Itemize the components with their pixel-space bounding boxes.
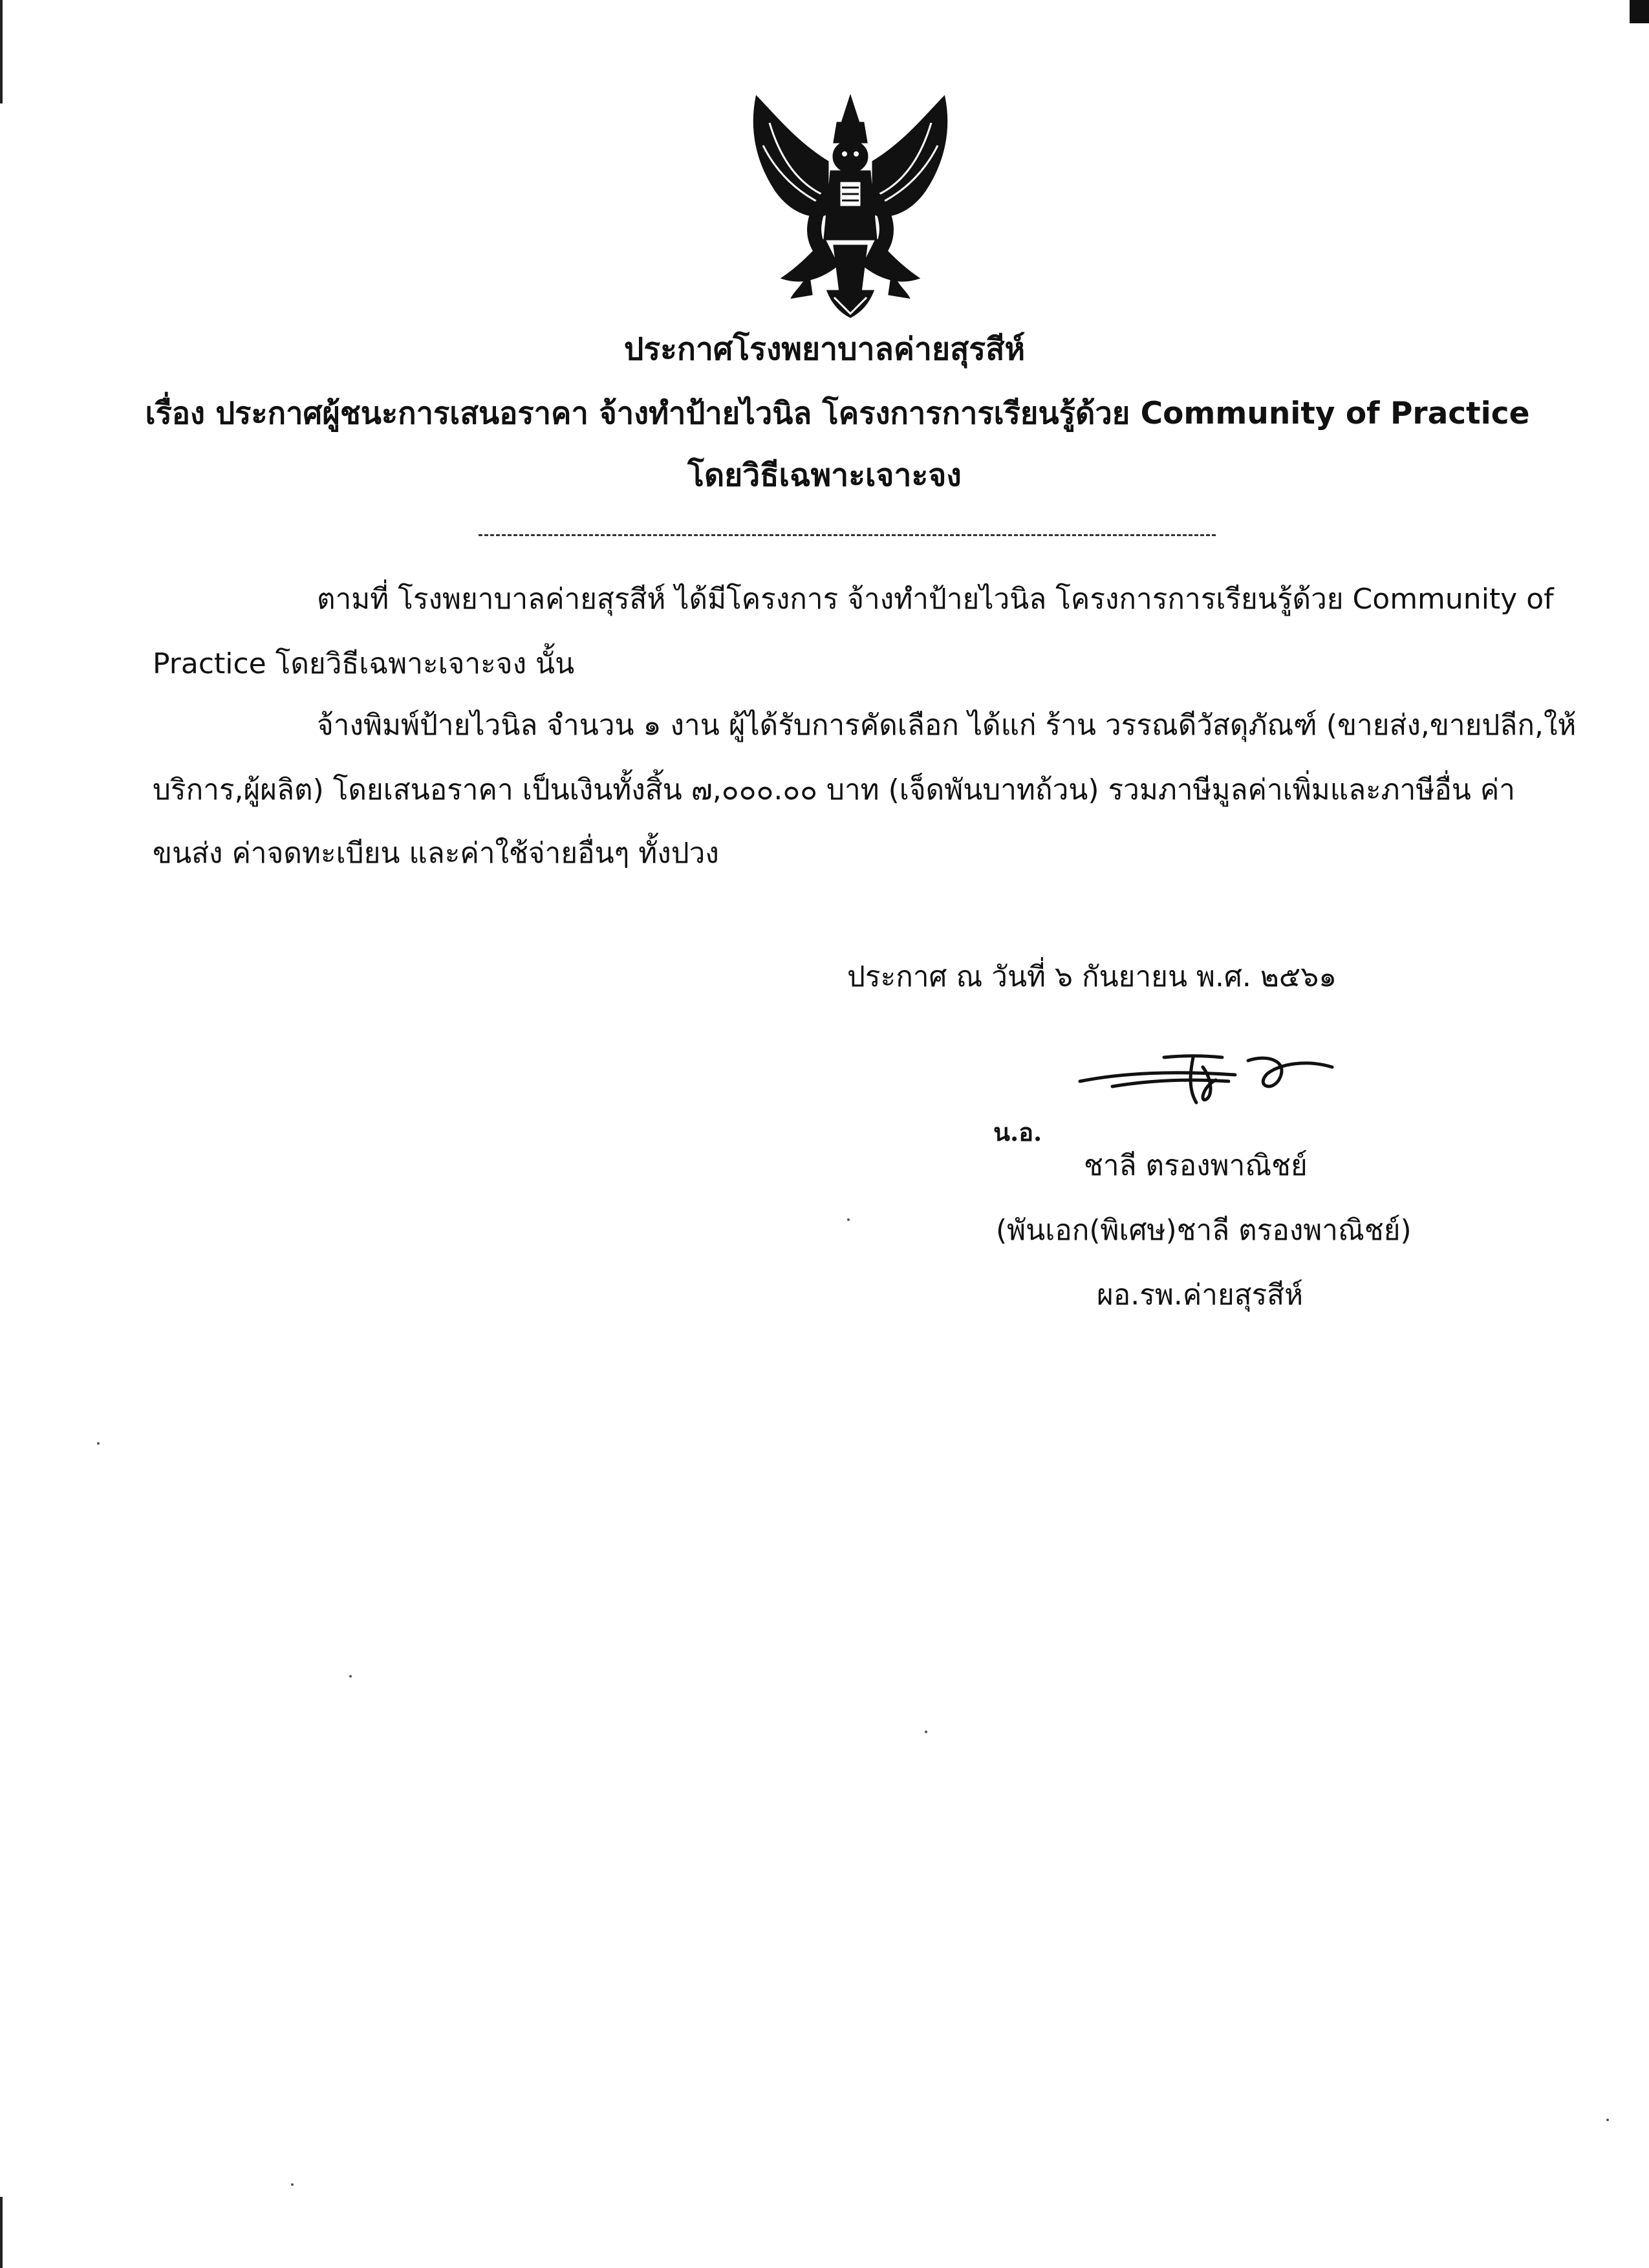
signer-full-name: (พันเอก(พิเศษ)ชาลี ตรองพาณิชย์) [996, 1214, 1412, 1247]
paragraph-2-line-2: บริการ,ผู้ผลิต) โดยเสนอราคา เป็นเงินทั้งสิ้น ๗,๐๐๐.๐๐ บาท (เจ็ดพันบาทถ้วน) รวมภาษีมูลค่าเพิ่มและภาษีอื่น ค่า [153, 773, 1516, 806]
paragraph-1-line-1: ตามที่ โรงพยาบาลค่ายสุรสีห์ ได้มีโครงการ จ้างทำป้ายไวนิล โครงการการเรียนรู้ด้วย Community of [317, 583, 1554, 616]
signer-position: ผอ.รพ.ค่ายสุรสีห์ [1097, 1279, 1304, 1312]
announcement-date: ประกาศ ณ วันที่ ๖ กันยายน พ.ศ. ๒๕๖๑ [847, 960, 1337, 993]
scan-speck [291, 2183, 294, 2186]
paragraph-2-line-3: ขนส่ง ค่าจดทะเบียน และค่าใช้จ่ายอื่นๆ ทั้งปวง [153, 837, 719, 870]
signer-name: ชาลี ตรองพาณิชย์ [1084, 1149, 1308, 1182]
separator-line [479, 534, 1216, 536]
signature-prefix: น.อ. [993, 1118, 1042, 1147]
paragraph-2-line-1: จ้างพิมพ์ป้ายไวนิล จำนวน ๑ งาน ผู้ได้รับการคัดเลือก ได้แก่ ร้าน วรรณดีวัสดุภัณฑ์ (ขายส่ง,ขายปลีก,ให้ [317, 709, 1577, 742]
scan-speck [1606, 2119, 1609, 2121]
garuda-emblem-icon [731, 84, 970, 323]
handwritten-signature [1073, 1041, 1345, 1112]
paragraph-1-line-2: Practice โดยวิธีเฉพาะเจาะจง นั้น [153, 647, 575, 680]
scan-artifact-top [1630, 0, 1649, 23]
scan-artifact-left [0, 0, 3, 103]
document-method: โดยวิธีเฉพาะเจาะจง [687, 457, 962, 493]
scan-speck [847, 1218, 850, 1221]
document-subject: เรื่อง ประกาศผู้ชนะการเสนอราคา จ้างทำป้ายไวนิล โครงการการเรียนรู้ด้วย Community of Practice [145, 396, 1530, 431]
scan-speck [349, 1675, 352, 1678]
scan-speck [97, 1442, 100, 1445]
scan-artifact-bottom [0, 2197, 3, 2268]
document-title: ประกาศโรงพยาบาลค่ายสุรสีห์ [623, 331, 1026, 367]
scan-speck [925, 1731, 927, 1733]
